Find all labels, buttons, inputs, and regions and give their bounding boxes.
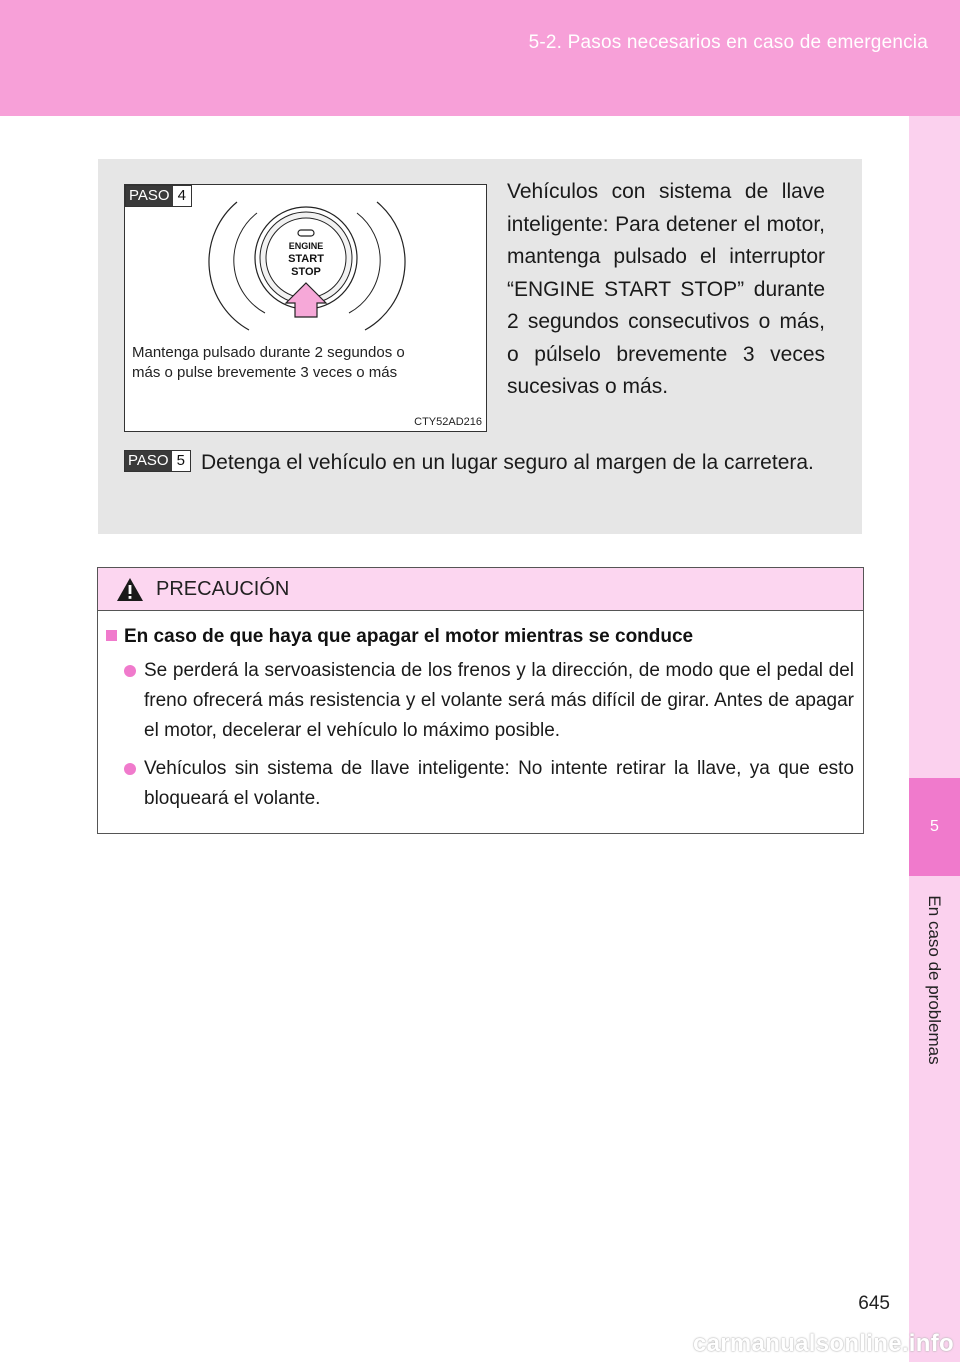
step5-badge: [124, 450, 191, 472]
step5-badge-number: 5: [172, 451, 190, 471]
page-number: 645: [858, 1293, 890, 1314]
step4-badge-number: 4: [173, 186, 191, 206]
engine-start-button-illustration: [125, 185, 486, 431]
step4-badge: [125, 185, 192, 207]
step4-text: Vehículos con sistema de llave inteligente: Para detener el motor, mantenga pulsado el interruptor “ENGINE START STOP” durante 2 segundos consecutivos o más, o púlselo brevemente 3 veces sucesivas o más.: [507, 180, 825, 398]
button-label-engine: ENGINE: [288, 241, 324, 251]
caution-item-text: Se perderá la servoasistencia de los frenos y la dirección, de modo que el pedal del freno ofrecerá más resistencia y el volante será más difícil de girar. Antes de apagar el motor, decelerar el vehículo lo máximo posible.: [144, 660, 854, 741]
button-label-start: START: [288, 253, 324, 265]
step4-badge-label: PASO: [126, 186, 173, 206]
side-tab-background: [909, 116, 960, 778]
engine-button-figure: [124, 184, 487, 432]
caution-title: PRECAUCIÓN: [156, 578, 290, 600]
header-band: [0, 0, 960, 116]
figure-caption-line2: más o pulse brevemente 3 veces o más: [132, 364, 398, 381]
caution-box: [97, 567, 864, 834]
warning-icon: [116, 577, 144, 602]
button-label-stop: STOP: [291, 266, 321, 278]
figure-caption-line1: Mantenga pulsado durante 2 segundos o: [132, 344, 405, 361]
section-title: 5-2. Pasos necesarios en caso de emergencia: [528, 32, 928, 53]
step5-badge-label: PASO: [125, 451, 172, 471]
caution-item: [124, 656, 854, 746]
dot-bullet-icon: [124, 763, 136, 775]
square-bullet-icon: [106, 630, 117, 641]
caution-item: [124, 754, 854, 814]
caution-header: [98, 568, 863, 611]
caution-heading: [106, 626, 856, 648]
watermark: carmanualsonline.info: [692, 1330, 954, 1357]
caution-item-text: Vehículos sin sistema de llave inteligente: No intente retirar la llave, ya que esto bloqueará el volante.: [144, 758, 854, 809]
chapter-label: En caso de problemas: [925, 895, 944, 1065]
figure-code: CTY52AD216: [414, 416, 482, 428]
figure-caption: [132, 343, 482, 383]
dot-bullet-icon: [124, 665, 136, 677]
chapter-number-tab[interactable]: 5: [909, 778, 960, 876]
step5-text: Detenga el vehículo en un lugar seguro al margen de la carretera.: [201, 451, 814, 474]
caution-heading-text: En caso de que haya que apagar el motor mientras se conduce: [124, 626, 694, 647]
